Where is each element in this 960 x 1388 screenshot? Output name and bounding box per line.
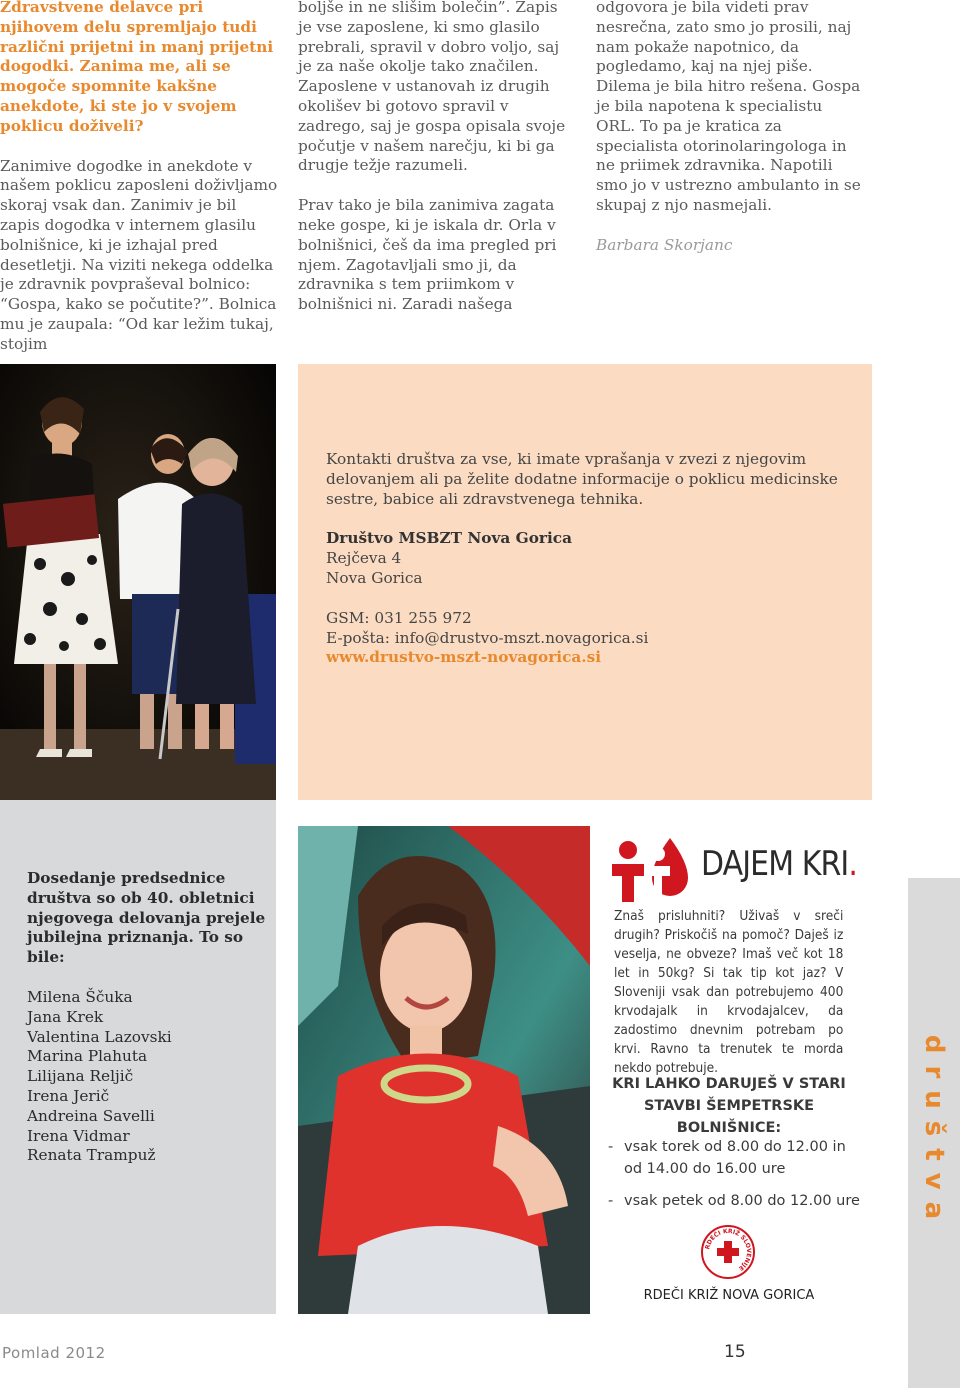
blood-donor-photo (298, 826, 590, 1314)
article-paragraph: odgovora je bila videti prav nesrečna, zato smo jo prosili, naj nam pokaže napotnico, da pogledamo, kaj na njej piše. Dilema je bila hitro rešena. Gospa je bila napotena k specialistu ORL. To pa je kratica za specialista otorinolaringologa in ne priimek zdravnika. Napotili smo jo v ustrezno ambulanto in se skupaj z njo nasmejali. (596, 0, 861, 214)
schedule-item: - vsak torek od 8.00 do 12.00 in od 14.00 do 16.00 ure (608, 1136, 868, 1180)
page-number: 15 (724, 1342, 746, 1362)
honoree-name: Jana Krek (27, 1007, 104, 1026)
article-author: Barbara Skorjanc (596, 235, 733, 254)
interview-answer: Zanimive dogodke in anekdote v našem poklicu zaposleni doživljamo skoraj vsak dan. Zanimiv je bil zapis dogodka v internem glasilu bolnišnice, ki je izhajal pred desetletji. Na viziti nekega oddelka je zdravnik povpraševal bolnico: “Gospa, kako se počutite?”. Bolnica mu je zaupala: “Od kar ležim tukaj, stojim (0, 156, 278, 353)
article-paragraph: boljše in ne slišim bolečin”. Zapis je vse zaposlene, ki smo glasilo prebrali, spravil v dobro voljo, saj je za naše okolje tako značilen. Zaposlene v ustanovah iz drugih okolišev bi gotovo spravil v zadrego, saj je gospa opisala svoje počutje v našem narečju, ki bi ga drugje težje razumeli. (298, 0, 566, 175)
blood-donor-photo-illustration (298, 826, 590, 1314)
honoree-name: Marina Plahuta (27, 1047, 148, 1066)
honoree-name: Irena Vidmar (27, 1126, 130, 1145)
honorees-text (27, 869, 267, 1166)
ad-title-text: DAJEM KRI (701, 844, 849, 884)
interview-question: Zdravstvene delavce pri njihovem delu spremljajo tudi različni prijetni in manj prijetni dogodki. Zanima me, ali se mogoče spomnite kakšne anekdote, ki ste jo v svojem poklicu doživeli? (0, 0, 274, 135)
honoree-name: Valentina Lazovski (27, 1027, 172, 1046)
article-column-2 (298, 0, 573, 315)
org-gsm: GSM: 031 255 972 (326, 608, 472, 627)
org-street: Rejčeva 4 (326, 549, 402, 568)
honoree-name: Irena Jerič (27, 1086, 110, 1105)
ad-title (701, 844, 857, 884)
org-email[interactable]: E-pošta: info@drustvo-mszt.novagorica.si (326, 628, 649, 647)
schedule-item: - vsak petek od 8.00 do 12.00 ure (608, 1190, 868, 1212)
ad-schedule (608, 1136, 868, 1222)
ad-title-dot: . (848, 844, 857, 884)
blood-donor-logo-icon (608, 836, 700, 904)
ad-heading: KRI LAHKO DARUJEŠ V STARI STAVBI ŠEMPETRSKE BOLNIŠNICE: (612, 1076, 846, 1136)
ceremony-photo (0, 364, 276, 800)
honoree-name: Renata Trampuž (27, 1146, 156, 1165)
section-label: društva (919, 1034, 949, 1232)
honorees-caption: Dosedanje predsednice društva so ob 40. obletnici njegovega delovanja prejele jubilejna priznanja. To so bile: (27, 869, 266, 967)
ad-body: Znaš prisluhniti? Uživaš v sreči drugih? Priskočiš na pomoč? Daješ iz veselja, ne obveze? Imaš več kot 18 let in 50kg? Si tak tip kot jaz? V Sloveniji vsak dan potrebujemo 400 krvodajalk in krvodajalcev, da zadostimo dnevnim potrebam po krvi. Ravno ta trenutek te morda nekdo potrebuje. (614, 909, 844, 1076)
honoree-name: Lilijana Reljič (27, 1067, 134, 1086)
article-paragraph: Prav tako je bila zanimiva zagata neke gospe, ki je iskala dr. Orla v bolnišnici, češ da ima pregled pri njem. Zagotavljali smo ji, da zdravnika s tem priimkom v bolnišnici ni. Zaradi našega (298, 196, 557, 314)
section-side-bar (908, 878, 960, 1388)
red-cross-org-name: RDEČI KRIŽ NOVA GORICA (643, 1288, 815, 1303)
red-cross-ring-text-path: RDEČI KRIŽ SLOVENIJE (704, 1227, 753, 1272)
org-city: Nova Gorica (326, 568, 423, 587)
red-cross-logo-icon (700, 1224, 756, 1280)
issue-label: Pomlad 2012 (2, 1344, 106, 1362)
org-website-link[interactable]: www.drustvo-mszt-novagorica.si (326, 648, 602, 667)
honoree-name: Andreina Savelli (27, 1106, 155, 1125)
honoree-name: Milena Ščuka (27, 987, 133, 1006)
contact-info (326, 450, 846, 668)
article-column-3 (596, 0, 866, 256)
article-column-1 (0, 0, 278, 355)
org-name: Društvo MSBZT Nova Gorica (326, 529, 572, 548)
ceremony-photo-illustration (0, 364, 276, 800)
contact-intro: Kontakti društva za vse, ki imate vprašanja v zvezi z njegovim delovanjem ali pa želite dodatne informacije o poklicu medicinske sestre, babice ali zdravstvenega tehnika. (326, 450, 838, 508)
